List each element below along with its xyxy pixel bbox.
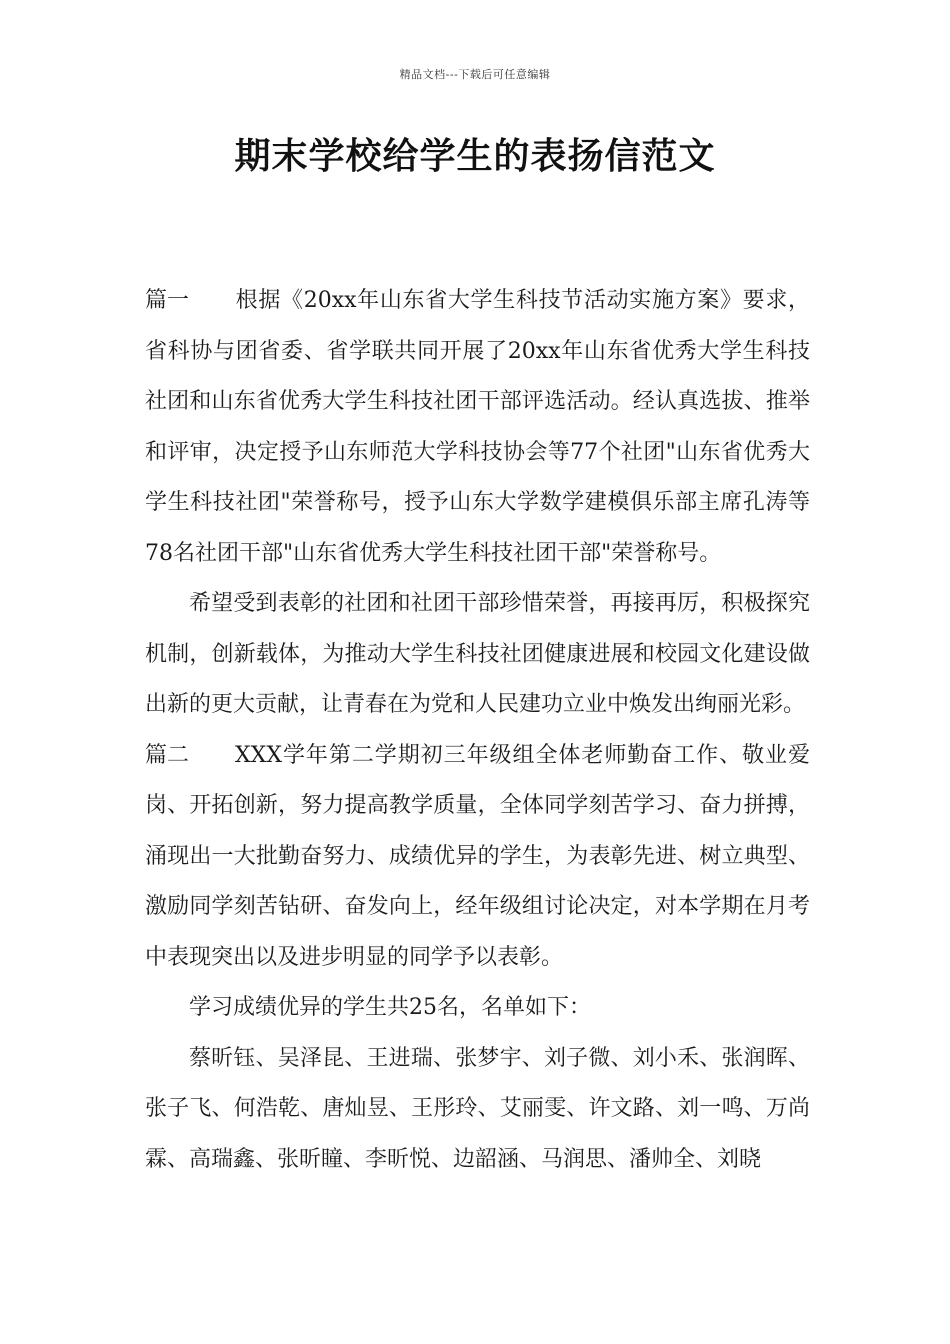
student-name-list: 蔡昕钰、吴泽昆、王进瑞、张梦宇、刘子微、刘小禾、张润晖、张子飞、何浩乾、唐灿昱、王彤玲、艾丽雯、许文路、刘一鸣、万尚霖、高瑞鑫、张昕瞳、李昕悦、边韶涵、马润思、潘帅全、刘晓 (145, 1045, 810, 1172)
section-1-paragraph-1-text: 根据《20xx年山东省大学生科技节活动实施方案》要求，省科协与团省委、省学联共同开展了20xx年山东省优秀大学生科技社团和山东省优秀大学生科技社团干部评选活动。经认真选拔、推举和评审，决定授予山东师范大学科技协会等77个社团"山东省优秀大学生科技社团"荣誉称号，授予山东大学数学建模俱乐部主席孔涛等78名社团干部"山东省优秀大学生科技社团干部"荣誉称号。 (145, 288, 810, 566)
section-1-paragraph-1 (145, 276, 810, 579)
document-title: 期末学校给学生的表扬信范文 (234, 136, 716, 177)
page-header: 精品文档---下载后可任意编辑 (399, 68, 551, 81)
section-2-label: 篇二 (145, 742, 190, 768)
document-body (145, 276, 810, 1185)
section-2-paragraph-1 (145, 731, 810, 984)
section-2-paragraph-2: 学习成绩优异的学生共25名，名单如下： (189, 995, 591, 1020)
section-2-paragraph-1-text: XXX学年第二学期初三年级组全体老师勤奋工作、敬业爱岗、开拓创新，努力提高教学质量，全体同学刻苦学习、奋力拼搏，涌现出一大批勤奋努力、成绩优异的学生，为表彰先进、树立典型、激励同学刻苦钻研、奋发向上，经年级组讨论决定，对本学期在月考中表现突出以及进步明显的同学予以表彰。 (145, 742, 810, 970)
section-1-paragraph-2: 希望受到表彰的社团和社团干部珍惜荣誉，再接再厉，积极探究机制，创新载体，为推动大学生科技社团健康进展和校园文化建设做出新的更大贡献，让青春在为党和人民建功立业中焕发出绚丽光彩。 (145, 591, 810, 717)
section-1-label: 篇一 (145, 288, 190, 313)
